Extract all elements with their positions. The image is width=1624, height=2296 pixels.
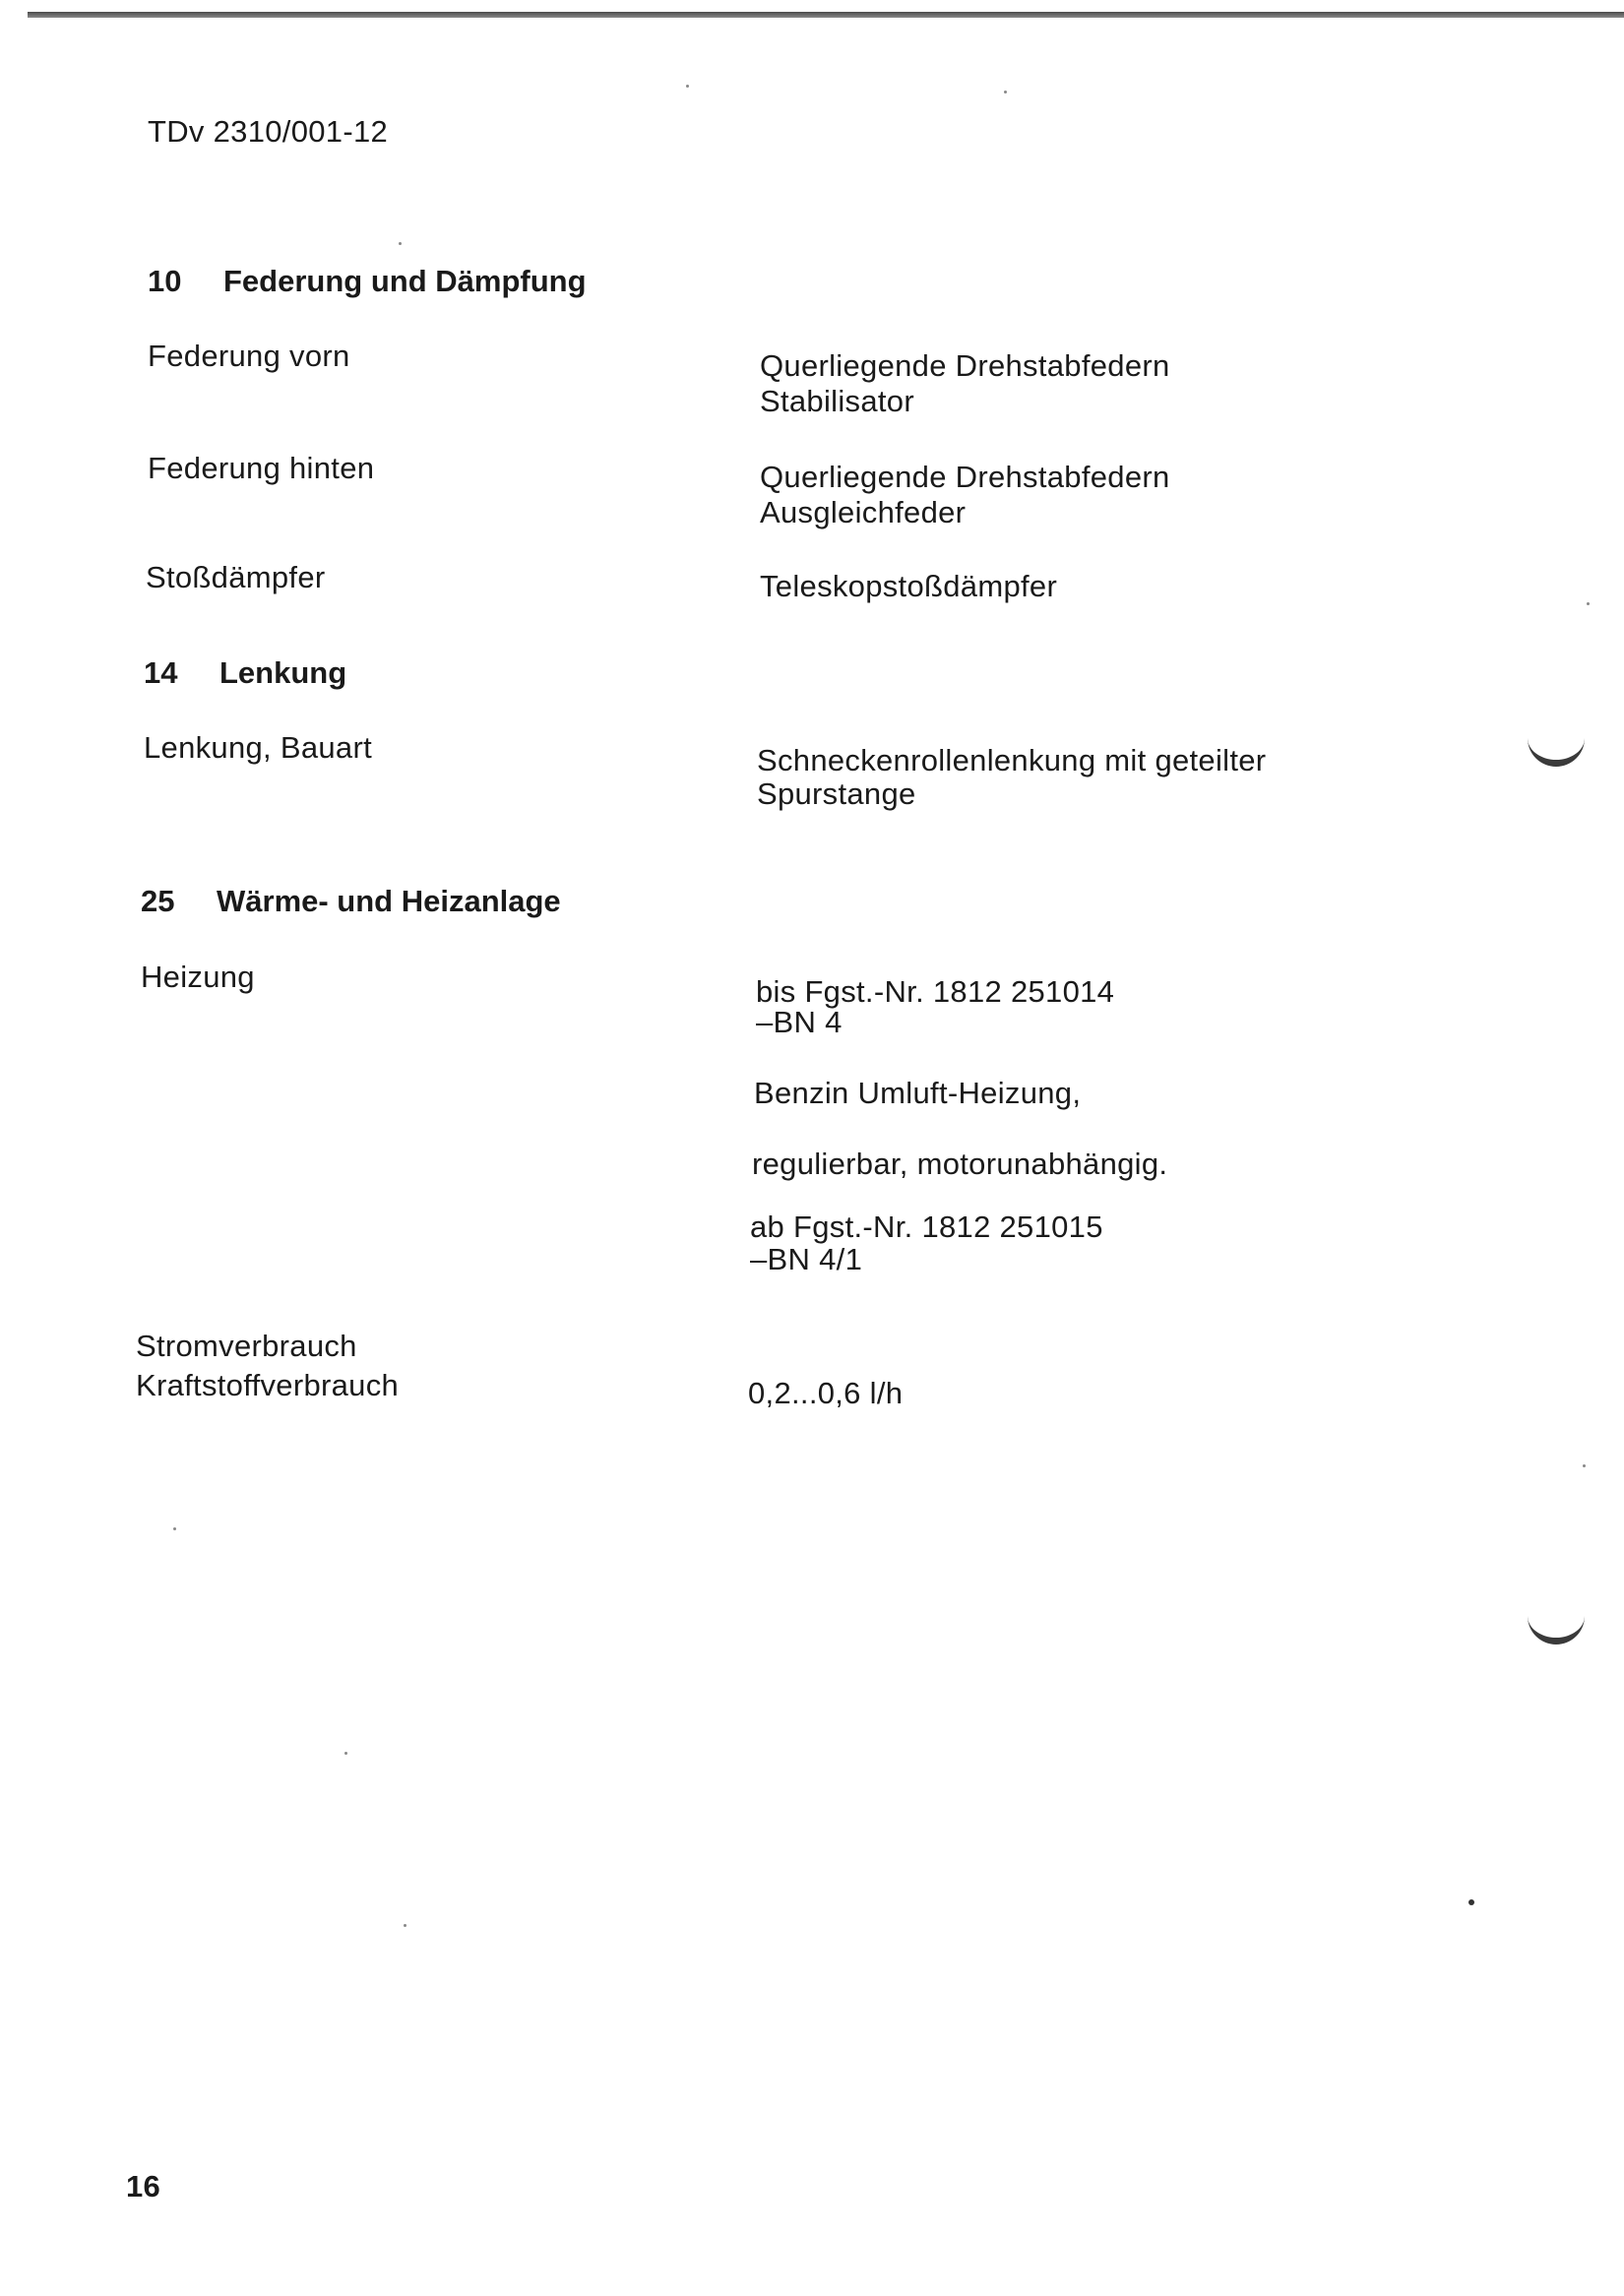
section-number: 10 (148, 264, 182, 298)
dust-speck (1583, 1464, 1586, 1467)
section-heading-10 (148, 264, 587, 299)
spec-label: Stromverbrauch (136, 1329, 357, 1363)
dust-speck (1587, 602, 1590, 605)
dust-speck (399, 242, 402, 245)
spec-value: Teleskopstoßdämpfer (760, 569, 1058, 603)
dust-speck (173, 1527, 176, 1530)
dust-speck (686, 85, 689, 88)
section-number: 14 (144, 655, 178, 690)
section-number: 25 (141, 884, 175, 918)
dust-speck (1004, 91, 1007, 93)
spec-label: Federung hinten (148, 451, 375, 485)
spec-value: Schneckenrollenlenkung mit geteilter (757, 743, 1267, 777)
top-rule (28, 12, 1624, 18)
spec-value: –BN 4 (756, 1005, 843, 1039)
spec-value: regulierbar, motorunabhängig. (752, 1147, 1168, 1181)
spec-value: Querliegende Drehstabfedern (760, 460, 1170, 494)
doc-number: TDv 2310/001-12 (148, 114, 389, 149)
punch-hole (1528, 1594, 1585, 1644)
spec-label: Kraftstoffverbrauch (136, 1368, 400, 1402)
spec-value: Stabilisator (760, 384, 914, 418)
spec-label: Stoßdämpfer (146, 560, 326, 594)
spec-value: Querliegende Drehstabfedern (760, 348, 1170, 383)
spec-value: –BN 4/1 (750, 1242, 863, 1276)
section-title: Wärme- und Heizanlage (217, 884, 561, 918)
punch-hole (1528, 716, 1585, 767)
section-heading-25 (141, 884, 561, 919)
spec-value: Benzin Umluft-Heizung, (754, 1076, 1082, 1110)
spec-value: Spurstange (757, 776, 916, 811)
dust-speck (1468, 1899, 1474, 1905)
spec-label: Heizung (141, 960, 255, 994)
section-title: Lenkung (219, 655, 347, 690)
dust-speck (344, 1752, 347, 1755)
page-number: 16 (126, 2169, 161, 2203)
dust-speck (404, 1924, 406, 1927)
spec-label: Federung vorn (148, 339, 350, 373)
spec-label: Lenkung, Bauart (144, 730, 373, 765)
section-title: Federung und Dämpfung (223, 264, 587, 298)
spec-value: bis Fgst.-Nr. 1812 251014 (756, 974, 1115, 1009)
section-heading-14 (144, 655, 346, 691)
spec-value: 0,2...0,6 l/h (748, 1376, 904, 1410)
spec-value: Ausgleichfeder (760, 495, 967, 529)
spec-value: ab Fgst.-Nr. 1812 251015 (750, 1210, 1103, 1244)
